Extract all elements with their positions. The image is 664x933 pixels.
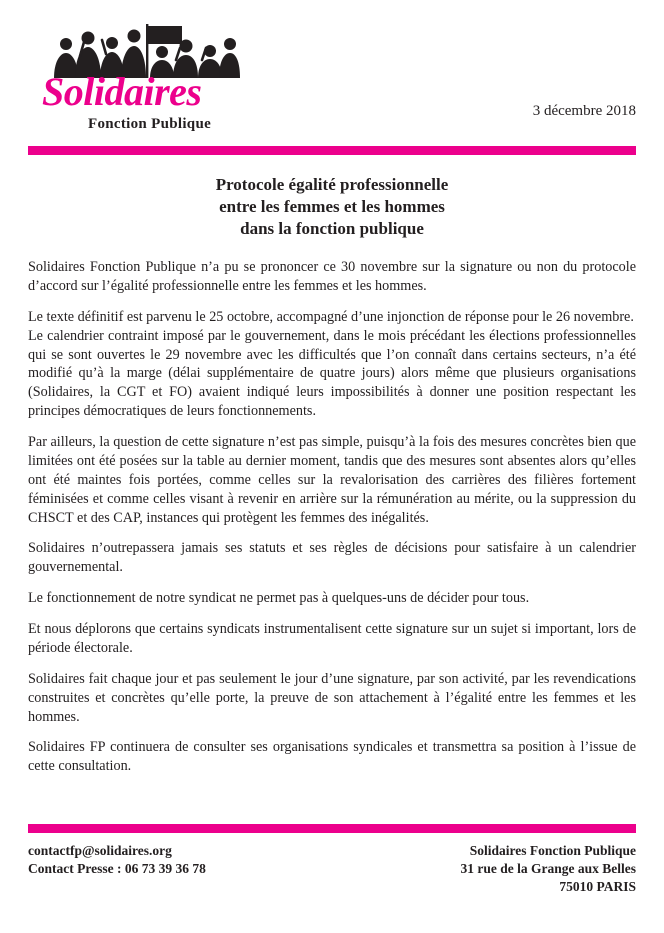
footer-email[interactable]: contactfp@solidaires.org <box>28 843 172 858</box>
footer-org-name: Solidaires Fonction Publique <box>469 843 636 858</box>
footer-address-block <box>461 842 637 897</box>
logo-subtitle: Fonction Publique <box>88 116 212 132</box>
page-title-line-2: entre les femmes et les hommes <box>219 196 445 216</box>
divider-top <box>28 146 636 155</box>
body-paragraph-2: Le texte définitif est parvenu le 25 octobre, accompagné d’une injonction de réponse pour le 26 novembre. <box>28 308 634 325</box>
body-paragraph-3: Le calendrier contraint imposé par le gouvernement, dans le mois précédant les élections professionnelles qui se sont ouvertes le 29 novembre avec les difficultés que l’on connaît dans certains secteurs, n’a été modifié qu’à la marge (délai supplémentaire de quatre jours) alors même que plusieurs organisations (Solidaires, la CGT et FO) avaient indiqué leurs impossibilités à donner une position respectant les principes démocratiques de leurs fonctionnements. <box>28 327 636 420</box>
body-paragraph-9: Solidaires FP continuera de consulter ses organisations syndicales et transmettra sa position à l’issue de cette consultation. <box>28 739 636 775</box>
page-title <box>28 174 636 239</box>
logo-wordmark: Solidaires <box>42 69 202 114</box>
solidaires-logo <box>42 22 252 134</box>
body-paragraph-1: Solidaires Fonction Publique n’a pu se prononcer ce 30 novembre sur la signature ou non du protocole d’accord sur l’égalité professionnelle entre les femmes et les hommes. <box>28 259 636 294</box>
body-paragraph-8: Solidaires fait chaque jour et pas seulement le jour d’une signature, par son activité, par les revendications construites et concrètes qu’elle porte, la preuve de son attachement à l’égalité entre les femmes et les hommes. <box>28 670 636 725</box>
document-body <box>28 258 636 788</box>
footer-postal-city: 75010 PARIS <box>559 879 636 895</box>
footer-address-line: 31 rue de la Grange aux Belles <box>460 861 636 877</box>
body-paragraph-5: Solidaires n’outrepassera jamais ses statuts et ses règles de décisions pour satisfaire à un calendrier gouvernemental. <box>28 540 636 576</box>
divider-bottom <box>28 824 636 833</box>
footer-contact-block <box>28 842 206 878</box>
page-title-line-1: Protocole égalité professionnelle <box>215 175 449 194</box>
footer-press-contact: Contact Presse : 06 73 39 36 78 <box>28 861 206 877</box>
body-paragraph-4: Par ailleurs, la question de cette signature n’est pas simple, puisqu’à la fois des mesures concrètes bien que limitées ont été posées sur la table au dernier moment, tandis que des mesures sont absentes alors qu’elles ont été maintes fois portées, comme celles sur la revalorisation des carrières des filières fortement féminisées et comme celles visant à revenir en arrière sur la rémunération au mérite, ou la suppression du CHSCT et des CAP, instances qui protègent les femmes des inégalités. <box>28 434 636 526</box>
document-date: 3 décembre 2018 <box>532 103 636 119</box>
document-footer <box>28 842 636 897</box>
body-paragraph-6: Le fonctionnement de notre syndicat ne permet pas à quelques-uns de décider pour tous. <box>28 590 530 607</box>
body-paragraph-7: Et nous déplorons que certains syndicats instrumentalisent cette signature sur un sujet si important, lors de période électorale. <box>28 621 636 656</box>
page-title-line-3: dans la fonction publique <box>240 218 424 238</box>
document-header <box>0 0 664 140</box>
